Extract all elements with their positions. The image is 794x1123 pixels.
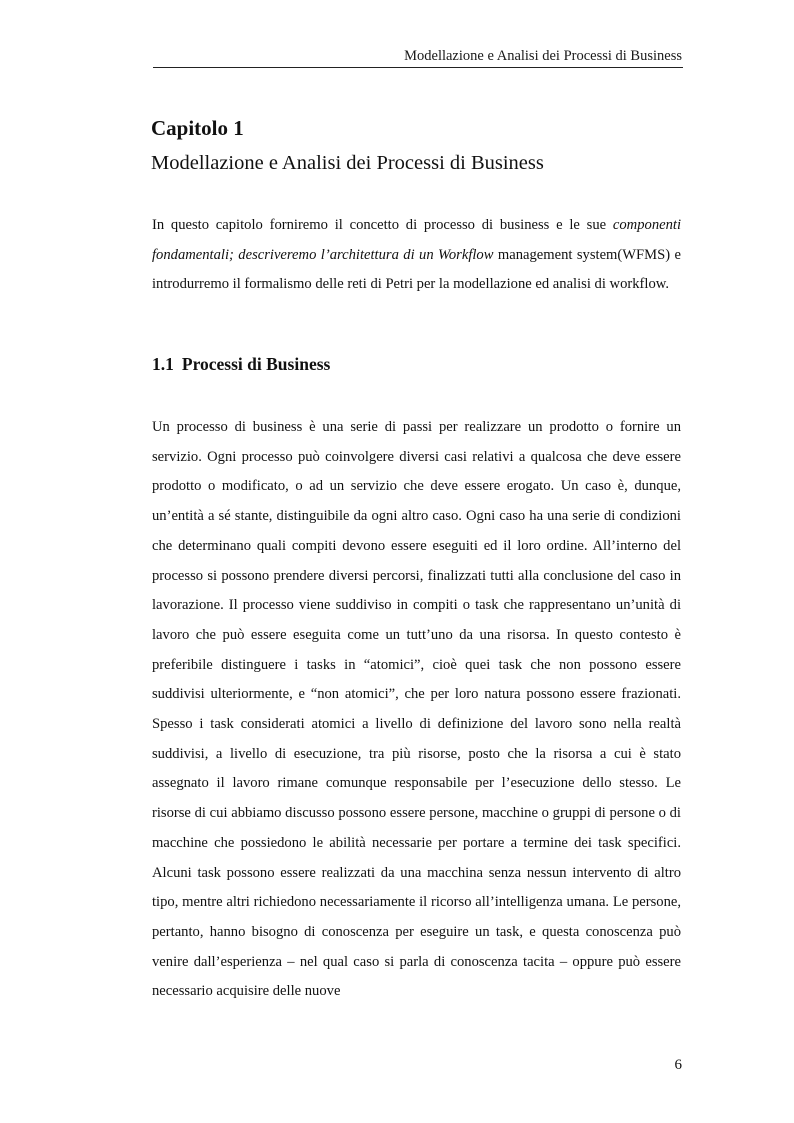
intro-text-normal-end: management system(WFMS) e introdurremo il formalismo delle reti di Petri per la modellazione ed analisi di workflow. — [152, 246, 681, 293]
running-header: Modellazione e Analisi dei Processi di Business — [404, 48, 682, 64]
intro-text-normal: In questo capitolo forniremo il concetto di processo di business e le sue — [152, 217, 613, 233]
section-title: Processi di Business — [181, 354, 331, 374]
section-number: 1.1 — [152, 354, 174, 374]
intro-paragraph — [152, 211, 681, 300]
section-heading — [152, 351, 330, 377]
intro-text-italic: componenti fondamentali; descriveremo l’architettura di un Workflow — [152, 217, 681, 263]
header-rule — [153, 67, 683, 68]
body-paragraph: Un processo di business è una serie di passi per realizzare un prodotto o fornire un servizio. Ogni processo può coinvolgere diversi casi relativi a qualcosa che deve essere prodotto o modificato, o ad un servizio che deve essere erogato. Un caso è, dunque, un’entità a sé stante, distinguibile da ogni altro caso. Ogni caso ha una serie di condizioni che determinano quali compiti devono essere eseguiti ed il loro ordine. All’interno del processo si possono prendere diversi percorsi, finalizzati tutti alla conclusione del caso in lavorazione. Il processo viene suddiviso in compiti o task che rappresentano un’unità di lavoro che può essere eseguita come un tutt’uno da una risorsa. In questo contesto è preferibile distinguere i tasks in “atomici”, cioè quei task che non possono essere suddivisi ulteriormente, e “non atomici”, che per loro natura possono essere frazionati. Spesso i task considerati atomici a livello di definizione del lavoro sono nella realtà suddivisi, a livello di esecuzione, tra più risorse, posto che la risorsa a cui è stato assegnato il lavoro rimane comunque responsabile per l’esecuzione dello stesso. Le risorse di cui abbiamo discusso possono essere persone, macchine o gruppi di persone o di macchine che possiedono le abilità necessarie per portare a termine dei task specifici. Alcuni task possono essere realizzati da una macchina senza nessun intervento di altro tipo, mentre altri richiedono necessariamente il ricorso all’intelligenza umana. Le persone, pertanto, hanno bisogno di conoscenza per eseguire un task, e questa conoscenza può venire dall’esperienza – nel qual caso si parla di conoscenza tacita – oppure può essere necessario acquisire delle nuove — [152, 419, 681, 1000]
chapter-number: Capitolo 1 — [151, 116, 244, 140]
page-number: 6 — [674, 1057, 682, 1073]
chapter-title: Modellazione e Analisi dei Processi di Business — [151, 152, 544, 174]
